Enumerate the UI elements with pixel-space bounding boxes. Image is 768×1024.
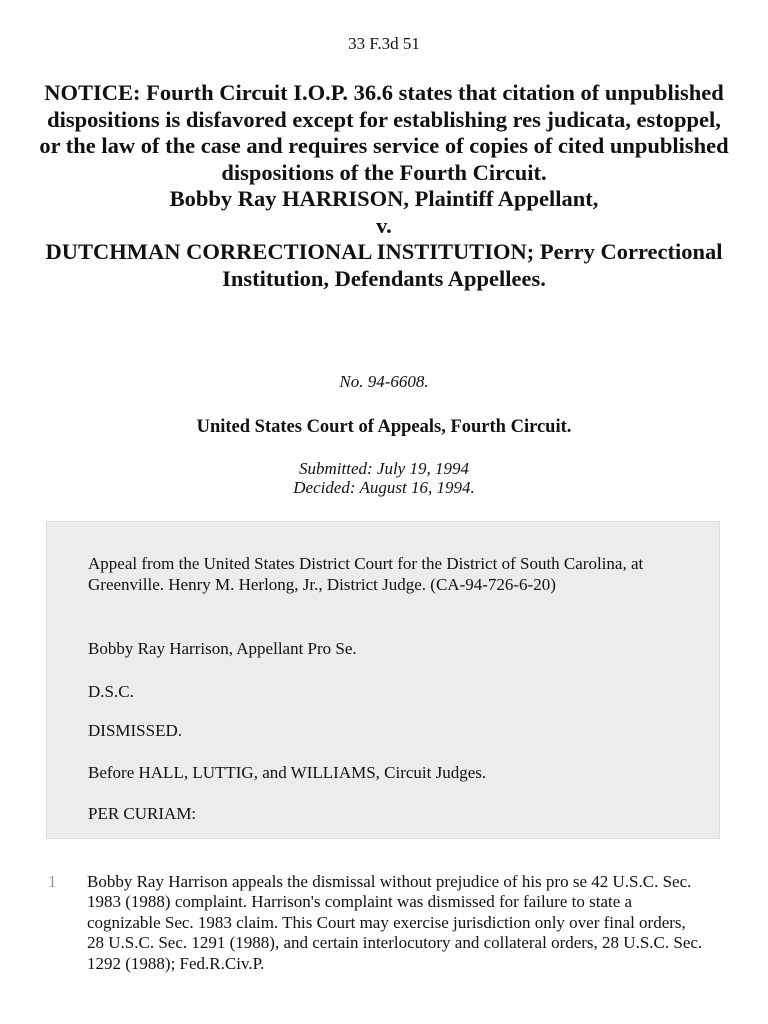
notice-text: NOTICE: Fourth Circuit I.O.P. 36.6 states that citation of unpublished dispositions is disfavored except for establishing res judicata, estoppel, or the law of the case and requires service of copies of cited unpublished dispositions of the Fourth Circuit.: [39, 80, 729, 185]
appeal-from-text: Appeal from the United States District Court for the District of South Carolina, at Greenville. Henry M. Herlong, Jr., District Judge. (CA-94-726-6-20): [88, 554, 644, 594]
district-text: D.S.C.: [88, 682, 134, 701]
submitted-date: Submitted: July 19, 1994: [299, 459, 469, 478]
decided-date: Decided: August 16, 1994.: [293, 478, 475, 497]
paragraph-number: 1: [48, 872, 57, 891]
panel-text: Before HALL, LUTTIG, and WILLIAMS, Circuit Judges.: [88, 763, 487, 782]
case-dates: [0, 459, 768, 497]
paragraph-text: Bobby Ray Harrison appeals the dismissal without prejudice of his pro se 42 U.S.C. Sec. 1983 (1988) complaint. Harrison's complaint was dismissed for failure to state a cognizable Sec. 1983 claim. This Court may exercise jurisdiction only over final orders, 28 U.S.C. Sec. 1291 (1988), and certain interlocutory and collateral orders, 28 U.S.C. Sec. 1292 (1988); Fed.R.Civ.P.: [87, 872, 703, 973]
case-heading: [36, 80, 732, 292]
case-summary-box: [46, 521, 720, 839]
defendants-line-2: Institution, Defendants Appellees.: [222, 265, 546, 291]
plaintiff-line: Bobby Ray HARRISON, Plaintiff Appellant,: [169, 186, 599, 211]
court-name: United States Court of Appeals, Fourth Circuit.: [196, 417, 572, 437]
disposition-text: DISMISSED.: [88, 721, 182, 740]
versus-line: v.: [376, 212, 392, 238]
counsel-text: Bobby Ray Harrison, Appellant Pro Se.: [88, 639, 357, 658]
case-citation: 33 F.3d 51: [348, 34, 420, 53]
per-curiam-label: PER CURIAM:: [88, 804, 197, 823]
docket-number: No. 94-6608.: [339, 372, 429, 391]
defendants-line-1: DUTCHMAN CORRECTIONAL INSTITUTION; Perry Correctional: [45, 239, 723, 264]
